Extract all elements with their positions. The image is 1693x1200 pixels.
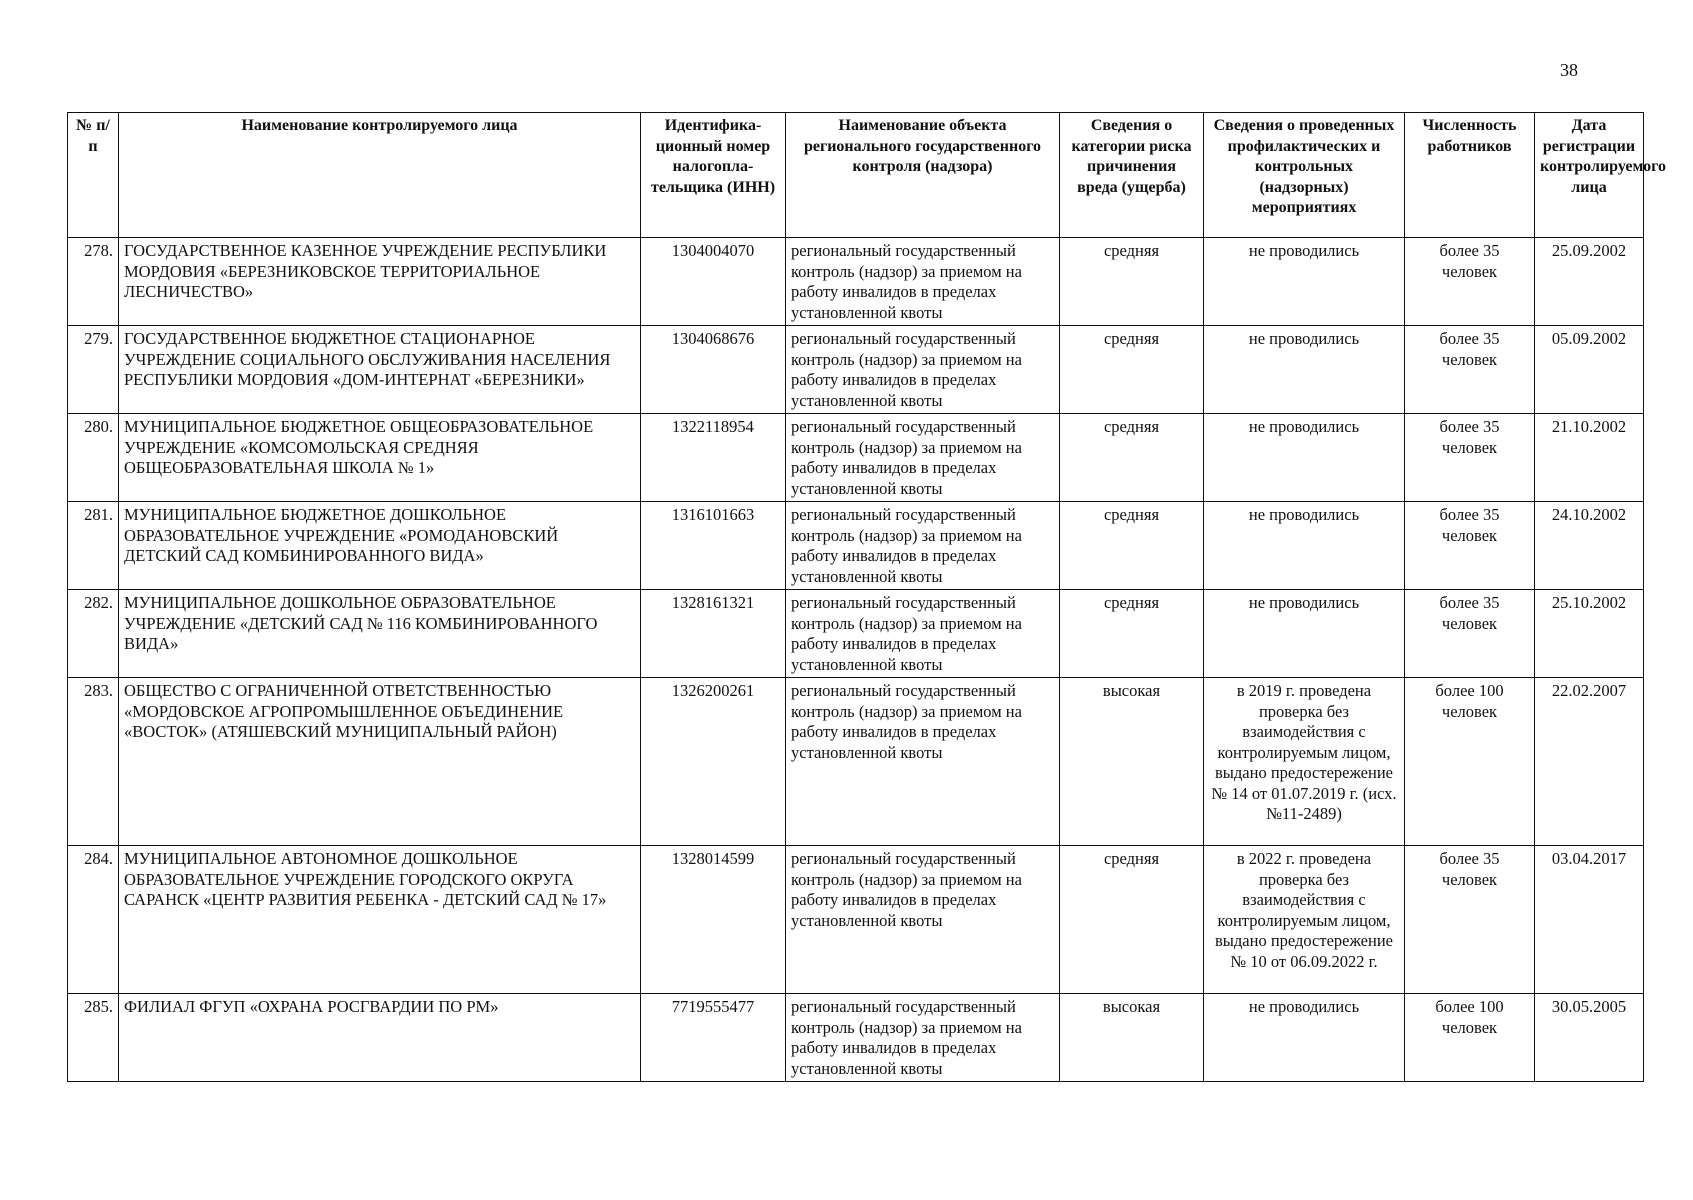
row-date: 05.09.2002 — [1535, 326, 1644, 414]
table-row — [68, 238, 1644, 326]
row-risk: высокая — [1060, 678, 1204, 846]
row-staff: более 100 человек — [1405, 678, 1535, 846]
table-row — [68, 414, 1644, 502]
row-date: 24.10.2002 — [1535, 502, 1644, 590]
header-object: Наименование объекта регионального государственного контроля (надзора) — [786, 113, 1060, 238]
row-object: региональный государственный контроль (надзор) за приемом на работу инвалидов в пределах установленной квоты — [786, 326, 1060, 414]
row-date: 21.10.2002 — [1535, 414, 1644, 502]
row-risk: средняя — [1060, 502, 1204, 590]
header-row — [68, 113, 1644, 238]
row-risk: высокая — [1060, 994, 1204, 1082]
row-staff: более 35 человек — [1405, 846, 1535, 994]
row-date: 30.05.2005 — [1535, 994, 1644, 1082]
row-inn: 1326200261 — [641, 678, 786, 846]
table-row — [68, 326, 1644, 414]
header-events: Сведения о проведенных профилактических и контрольных (надзорных) мероприятиях — [1204, 113, 1405, 238]
row-name: МУНИЦИПАЛЬНОЕ ДОШКОЛЬНОЕ ОБРАЗОВАТЕЛЬНОЕ УЧРЕЖДЕНИЕ «ДЕТСКИЙ САД № 116 КОМБИНИРОВАННОГО ВИДА» — [119, 590, 641, 678]
row-object: региональный государственный контроль (надзор) за приемом на работу инвалидов в пределах установленной квоты — [786, 994, 1060, 1082]
row-risk: средняя — [1060, 326, 1204, 414]
row-events: не проводились — [1204, 238, 1405, 326]
header-risk: Сведения о категории риска причинения вреда (ущерба) — [1060, 113, 1204, 238]
row-name: МУНИЦИПАЛЬНОЕ БЮДЖЕТНОЕ ДОШКОЛЬНОЕ ОБРАЗОВАТЕЛЬНОЕ УЧРЕЖДЕНИЕ «РОМОДАНОВСКИЙ ДЕТСКИЙ САД КОМБИНИРОВАННОГО ВИДА» — [119, 502, 641, 590]
row-name: ГОСУДАРСТВЕННОЕ БЮДЖЕТНОЕ СТАЦИОНАРНОЕ УЧРЕЖДЕНИЕ СОЦИАЛЬНОГО ОБСЛУЖИВАНИЯ НАСЕЛЕНИЯ РЕСПУБЛИКИ МОРДОВИЯ «ДОМ-ИНТЕРНАТ «БЕРЕЗНИКИ» — [119, 326, 641, 414]
row-risk: средняя — [1060, 590, 1204, 678]
row-staff: более 35 человек — [1405, 502, 1535, 590]
row-date: 25.09.2002 — [1535, 238, 1644, 326]
row-inn: 1304068676 — [641, 326, 786, 414]
row-inn: 1328014599 — [641, 846, 786, 994]
table-row — [68, 994, 1644, 1082]
header-inn: Идентифика-ционный номер налогопла-тельщика (ИНН) — [641, 113, 786, 238]
row-events: не проводились — [1204, 502, 1405, 590]
row-events: не проводились — [1204, 326, 1405, 414]
row-num: 280. — [68, 414, 119, 502]
row-events: не проводились — [1204, 590, 1405, 678]
row-name: ГОСУДАРСТВЕННОЕ КАЗЕННОЕ УЧРЕЖДЕНИЕ РЕСПУБЛИКИ МОРДОВИЯ «БЕРЕЗНИКОВСКОЕ ТЕРРИТОРИАЛЬНОЕ ЛЕСНИЧЕСТВО» — [119, 238, 641, 326]
row-num: 282. — [68, 590, 119, 678]
table-row — [68, 846, 1644, 994]
row-object: региональный государственный контроль (надзор) за приемом на работу инвалидов в пределах установленной квоты — [786, 238, 1060, 326]
row-staff: более 35 человек — [1405, 590, 1535, 678]
registry-table — [67, 112, 1667, 1082]
row-staff: более 35 человек — [1405, 326, 1535, 414]
row-events: не проводились — [1204, 994, 1405, 1082]
row-date: 22.02.2007 — [1535, 678, 1644, 846]
row-object: региональный государственный контроль (надзор) за приемом на работу инвалидов в пределах установленной квоты — [786, 590, 1060, 678]
row-risk: средняя — [1060, 414, 1204, 502]
header-staff: Численность работников — [1405, 113, 1535, 238]
row-inn: 7719555477 — [641, 994, 786, 1082]
row-object: региональный государственный контроль (надзор) за приемом на работу инвалидов в пределах установленной квоты — [786, 414, 1060, 502]
page-number: 38 — [1560, 60, 1578, 80]
row-num: 285. — [68, 994, 119, 1082]
row-staff: более 35 человек — [1405, 414, 1535, 502]
row-events: не проводились — [1204, 414, 1405, 502]
row-risk: средняя — [1060, 846, 1204, 994]
row-inn: 1322118954 — [641, 414, 786, 502]
row-inn: 1316101663 — [641, 502, 786, 590]
row-object: региональный государственный контроль (надзор) за приемом на работу инвалидов в пределах установленной квоты — [786, 678, 1060, 846]
row-object: региональный государственный контроль (надзор) за приемом на работу инвалидов в пределах установленной квоты — [786, 846, 1060, 994]
row-events: в 2019 г. проведена проверка без взаимодействия с контролируемым лицом, выдано предостережение № 14 от 01.07.2019 г. (исх. №11-2489) — [1204, 678, 1405, 846]
table-row — [68, 678, 1644, 846]
table-row — [68, 502, 1644, 590]
row-name: МУНИЦИПАЛЬНОЕ АВТОНОМНОЕ ДОШКОЛЬНОЕ ОБРАЗОВАТЕЛЬНОЕ УЧРЕЖДЕНИЕ ГОРОДСКОГО ОКРУГА САРАНСК «ЦЕНТР РАЗВИТИЯ РЕБЕНКА - ДЕТСКИЙ САД № 17» — [119, 846, 641, 994]
header-date: Дата регистрации контролируемого лица — [1535, 113, 1644, 238]
header-name: Наименование контролируемого лица — [119, 113, 641, 238]
row-num: 278. — [68, 238, 119, 326]
header-num: № п/п — [68, 113, 119, 238]
row-name: ФИЛИАЛ ФГУП «ОХРАНА РОСГВАРДИИ ПО РМ» — [119, 994, 641, 1082]
table-row — [68, 590, 1644, 678]
row-inn: 1328161321 — [641, 590, 786, 678]
row-num: 279. — [68, 326, 119, 414]
row-date: 03.04.2017 — [1535, 846, 1644, 994]
row-inn: 1304004070 — [641, 238, 786, 326]
row-events: в 2022 г. проведена проверка без взаимодействия с контролируемым лицом, выдано предостережение № 10 от 06.09.2022 г. — [1204, 846, 1405, 994]
row-name: МУНИЦИПАЛЬНОЕ БЮДЖЕТНОЕ ОБЩЕОБРАЗОВАТЕЛЬНОЕ УЧРЕЖДЕНИЕ «КОМСОМОЛЬСКАЯ СРЕДНЯЯ ОБЩЕОБРАЗОВАТЕЛЬНАЯ ШКОЛА № 1» — [119, 414, 641, 502]
row-num: 284. — [68, 846, 119, 994]
row-num: 283. — [68, 678, 119, 846]
row-date: 25.10.2002 — [1535, 590, 1644, 678]
row-risk: средняя — [1060, 238, 1204, 326]
row-num: 281. — [68, 502, 119, 590]
row-staff: более 100 человек — [1405, 994, 1535, 1082]
row-name: ОБЩЕСТВО С ОГРАНИЧЕННОЙ ОТВЕТСТВЕННОСТЬЮ «МОРДОВСКОЕ АГРОПРОМЫШЛЕННОЕ ОБЪЕДИНЕНИЕ «ВОСТОК» (АТЯШЕВСКИЙ МУНИЦИПАЛЬНЫЙ РАЙОН) — [119, 678, 641, 846]
row-object: региональный государственный контроль (надзор) за приемом на работу инвалидов в пределах установленной квоты — [786, 502, 1060, 590]
row-staff: более 35 человек — [1405, 238, 1535, 326]
